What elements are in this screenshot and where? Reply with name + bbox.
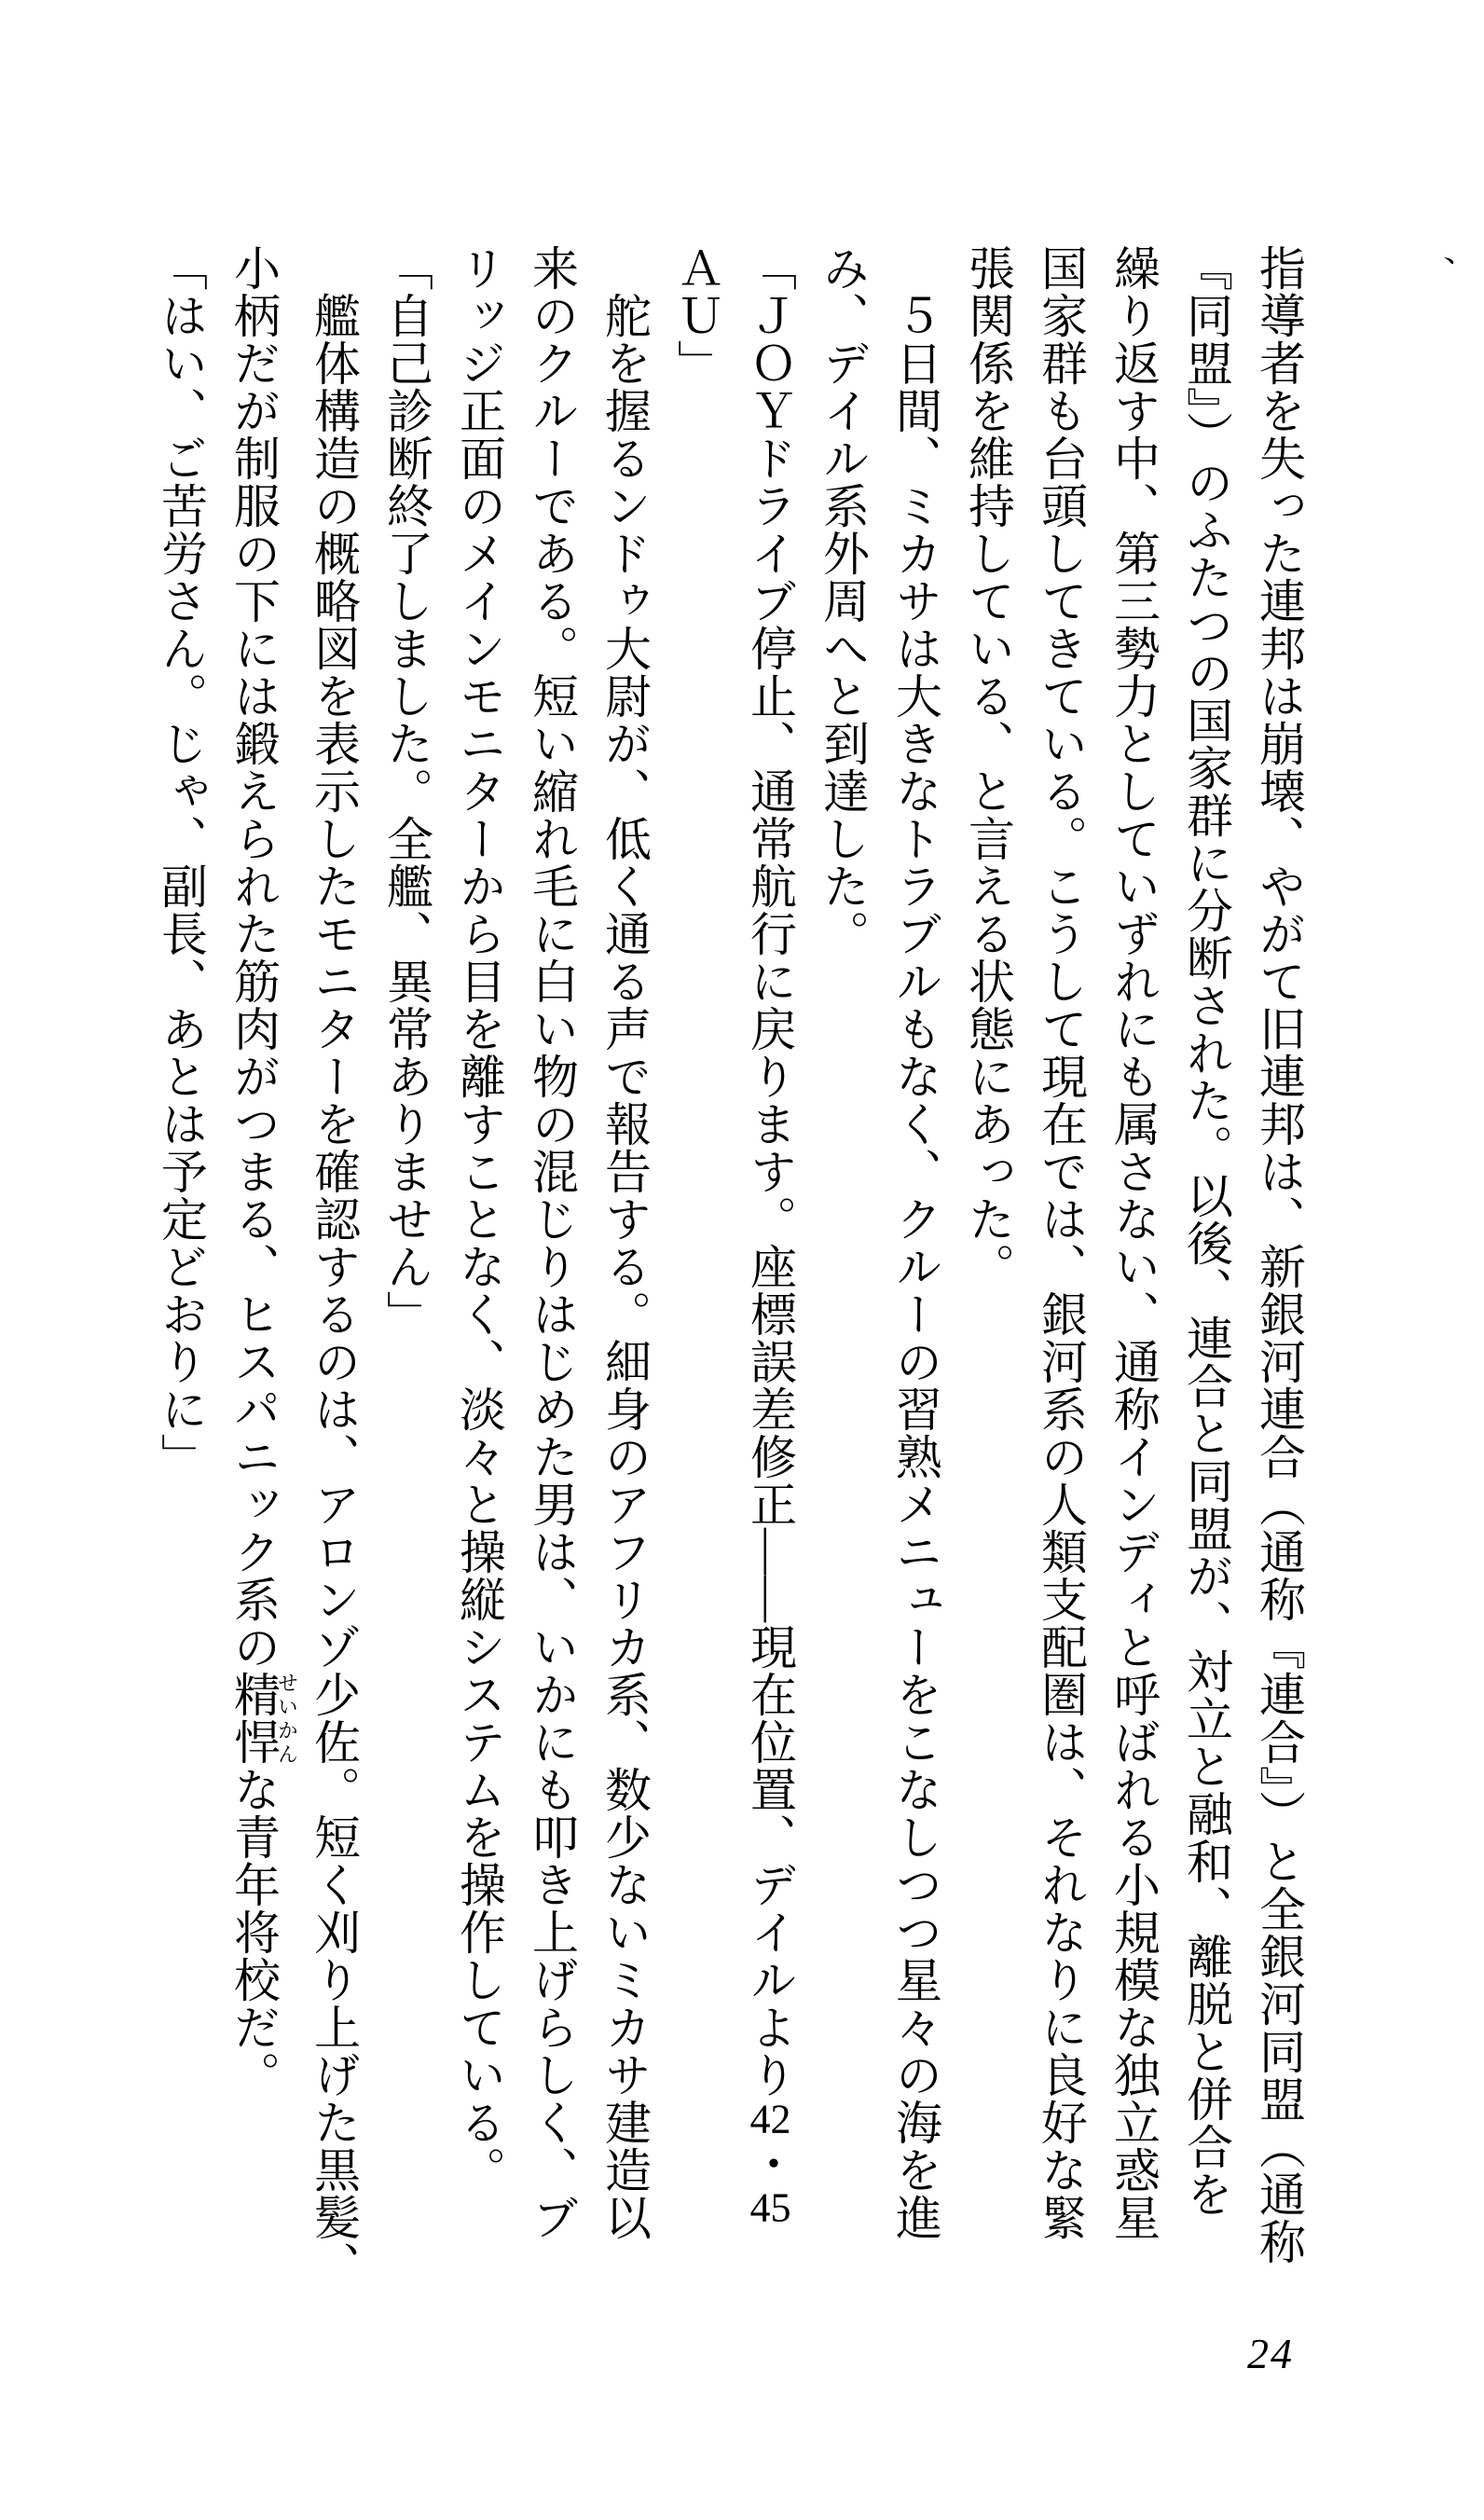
text-column-7: み、デイル系外周へと到達した。 [817,244,869,957]
text-column-15: 小柄だが制服の下には鍛えられた筋肉がつまる、ヒスパニック系の精悍せいかんな青年将校だ。 [227,244,299,2099]
text-column-10: 舵を握るンドゥ大尉が、低く通る声で報告する。細身のアフリカ系、数少ないミカサ建造以 [598,244,651,2241]
text-column-4: 国家群も台頭してきている。こうして現在では、銀河系の人類支配圏は、それなりに良好な緊 [1035,244,1087,2241]
text-column-8: 「ＪＯＹドライブ停止、通常航行に戻ります。座標誤差修正——現在位置、デイルより42・45 [744,244,796,2228]
text-column-2: 『同盟』）のふたつの国家群に分断された。以後、連合と同盟が、対立と融和、離脱と併合を [1180,244,1232,2218]
text-column-1: 指導者を失った連邦は崩壊、やがて旧連邦は、新銀河連合（通称『連合』）と全銀河同盟（通称 [1253,244,1305,2265]
text-columns [144,244,1315,2305]
corner-mark: 、 [1438,229,1477,271]
page-number: 24 [1247,2330,1294,2377]
text-column-13: 「自己診断終了しました。全艦、異常ありません」 [380,244,433,1338]
text-column-11: 来のクルーである。短い縮れ毛に白い物の混じりはじめた男は、いかにも叩き上げらしく、ブ [526,244,578,2241]
tate-chu-yoko-number: 45 [749,2187,791,2228]
text-column-6: ５日間、ミカサは大きなトラブルもなく、クルーの習熟メニューをこなしつつ星々の海を進 [889,244,941,2241]
furigana-word: 精悍せいかん [227,1671,299,1766]
text-column-3: 繰り返す中、第三勢力としていずれにも属さない、通称インディと呼ばれる小規模な独立惑星 [1107,244,1160,2241]
text-column-9: ＡＵ」 [671,244,723,387]
text-column-5: 張関係を維持している、と言える状態にあった。 [962,244,1014,1290]
text-column-16: 「はい、ご苦労さん。じゃ、副長、あとは予定どおりに」 [155,244,207,1480]
text-column-14: 艦体構造の概略図を表示したモニターを確認するのは、アロンゾ少佐。短く刈り上げた黒髪、 [308,244,360,2289]
tate-chu-yoko-number: 42 [749,2099,791,2140]
text-column-12: リッジ正面のメインモニターから目を離すことなく、淡々と操縦システムを操作している。 [453,244,505,2194]
